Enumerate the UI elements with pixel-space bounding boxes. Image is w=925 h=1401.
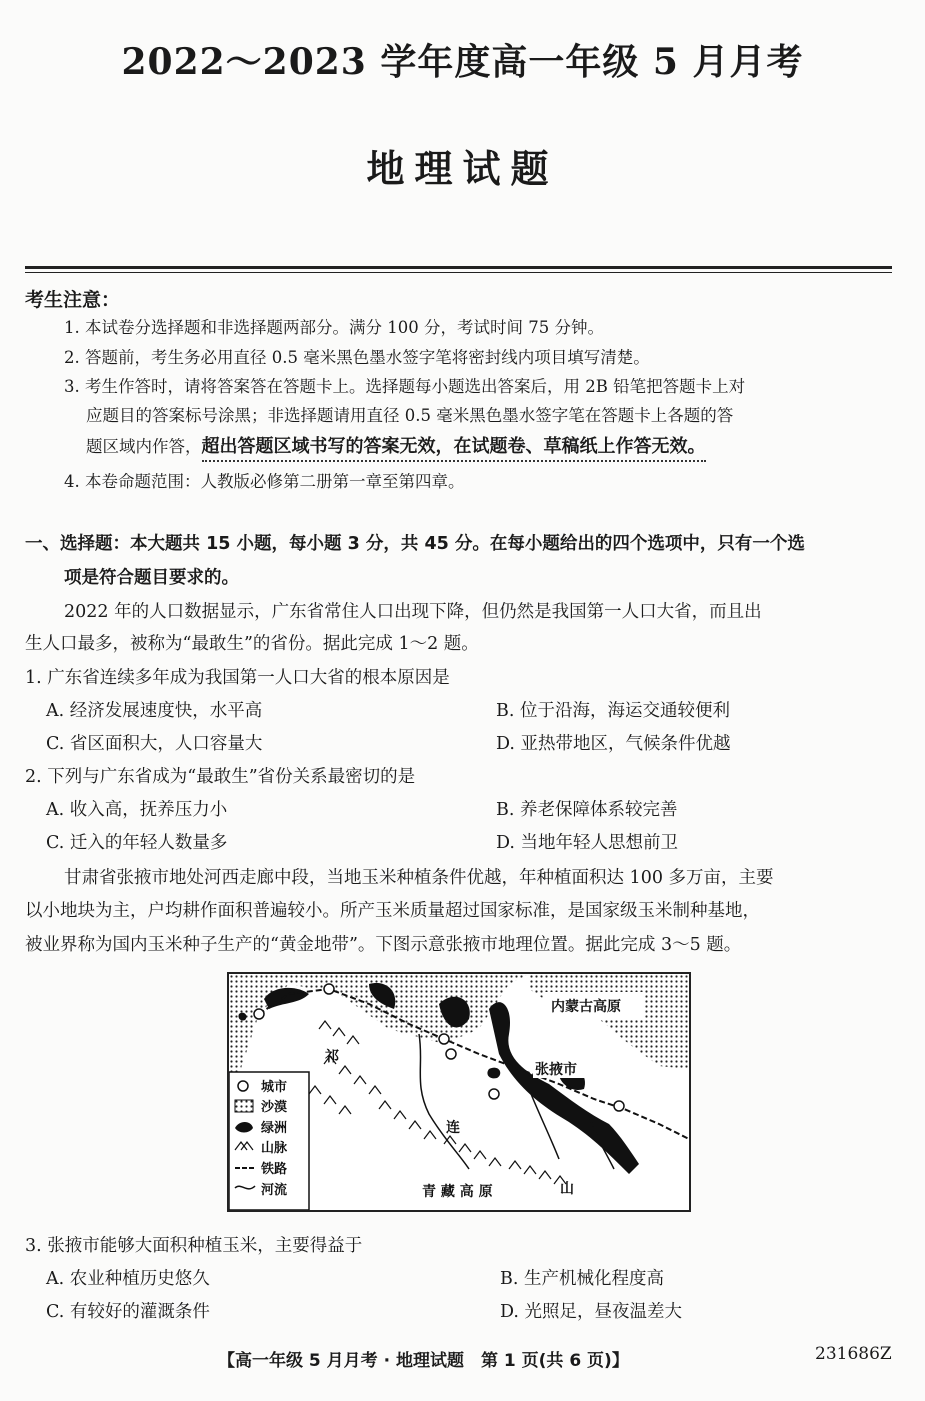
legend-label-oasis: 绿洲: [261, 1121, 288, 1136]
exam-title: 2022～2023 学年度高一年级 5 月月考: [121, 41, 804, 83]
legend-label-desert: 沙漠: [261, 1100, 288, 1115]
passage-2: 甘肃省张掖市地处河西走廊中段，当地玉米种植条件优越，年种植面积达 100 多万亩，主要: [64, 868, 774, 888]
notice-emphasis: 超出答题区域书写的答案无效，在试题卷、草稿纸上作答无效。: [202, 436, 706, 462]
question-1-stem: 1. 广东省连续多年成为我国第一人口大省的根本原因是: [25, 668, 450, 688]
question-1-option-c: C. 省区面积大，人口容量大: [46, 734, 263, 754]
notice-item-1: 1. 本试卷分选择题和非选择题两部分。满分 100 分，考试时间 75 分钟。: [64, 318, 604, 337]
question-2-option-b: B. 养老保障体系较完善: [496, 800, 678, 820]
map-graphic: [229, 974, 689, 1210]
question-3-option-b: B. 生产机械化程度高: [500, 1269, 664, 1289]
page-footer: 【高一年级 5 月月考 · 地理试题 第 1 页(共 6 页)】: [218, 1351, 629, 1371]
legend-label-river: 河流: [261, 1183, 288, 1198]
label-tibet-plateau: 青 藏 高 原: [422, 1184, 493, 1200]
section-heading-cont: 项是符合题目要求的。: [64, 568, 239, 588]
notice-item-2: 2. 答题前，考生务必用直径 0.5 毫米黑色墨水签字笔将密封线内项目填写清楚。: [64, 348, 650, 367]
passage-2-cont2: 被业界称为国内玉米种子生产的“黄金地带”。下图示意张掖市地理位置。据此完成 3～5 题。: [25, 935, 742, 955]
question-2-option-a: A. 收入高，抚养压力小: [46, 800, 228, 820]
question-2-option-d: D. 当地年轻人思想前卫: [496, 833, 679, 853]
question-1-option-b: B. 位于沿海，海运交通较便利: [496, 701, 730, 721]
legend-desert-icon: [235, 1100, 253, 1112]
divider-thin: [25, 272, 892, 273]
passage-1-cont: 生人口最多，被称为“最敢生”的省份。据此完成 1～2 题。: [25, 634, 479, 654]
question-1-option-a: A. 经济发展速度快，水平高: [46, 701, 263, 721]
notice-item-4: 4. 本卷命题范围：人教版必修第二册第一章至第四章。: [64, 472, 465, 491]
label-qilian-2: 连: [446, 1120, 460, 1136]
notice-item-3-tail: 题区域内作答，: [86, 437, 202, 456]
label-qilian-3: 山: [560, 1181, 574, 1197]
label-inner-mongolia-plateau: 内蒙古高原: [551, 999, 621, 1015]
divider-thick: [25, 266, 892, 269]
legend-label-mountain: 山脉: [261, 1141, 288, 1156]
paper-code: 231686Z: [815, 1344, 892, 1364]
legend-city-icon: [238, 1081, 248, 1091]
question-1-option-d: D. 亚热带地区，气候条件优越: [496, 734, 731, 754]
notice-item-3: 3. 考生作答时，请将答案答在答题卡上。选择题每小题选出答案后，用 2B 铅笔把答题卡上对: [64, 377, 746, 396]
exam-subject-title: 地理试题: [366, 146, 559, 191]
question-2-option-c: C. 迁入的年轻人数量多: [46, 833, 228, 853]
zhangye-location-map: [227, 972, 691, 1212]
passage-2-cont: 以小地块为主，户均耕作面积普遍较小。所产玉米质量超过国家标准，是国家级玉米制种基地，: [25, 901, 760, 921]
label-qilian-1: 祁: [325, 1049, 339, 1065]
question-3-stem: 3. 张掖市能够大面积种植玉米，主要得益于: [25, 1236, 363, 1256]
notice-heading: 考生注意：: [25, 289, 121, 311]
label-zhangye-city: 张掖市: [535, 1062, 577, 1078]
question-3-option-d: D. 光照足，昼夜温差大: [500, 1302, 683, 1322]
legend-label-city: 城市: [261, 1080, 288, 1095]
oasis: [487, 1068, 500, 1079]
passage-1: 2022 年的人口数据显示，广东省常住人口出现下降，但仍然是我国第一人口大省，而且出: [64, 602, 762, 622]
question-2-stem: 2. 下列与广东省成为“最敢生”省份关系最密切的是: [25, 767, 416, 787]
question-3-option-a: A. 农业种植历史悠久: [46, 1269, 210, 1289]
legend-label-railway: 铁路: [261, 1162, 288, 1177]
notice-item-3-cont: 应题目的答案标号涂黑；非选择题请用直径 0.5 毫米黑色墨水签字笔在答题卡上各题的答: [86, 406, 734, 425]
section-heading: 一、选择题：本大题共 15 小题，每小题 3 分，共 45 分。在每小题给出的四个选项中，只有一个选: [25, 534, 805, 554]
question-3-option-c: C. 有较好的灌溉条件: [46, 1302, 210, 1322]
notice-item-3-cont2: [86, 432, 706, 458]
